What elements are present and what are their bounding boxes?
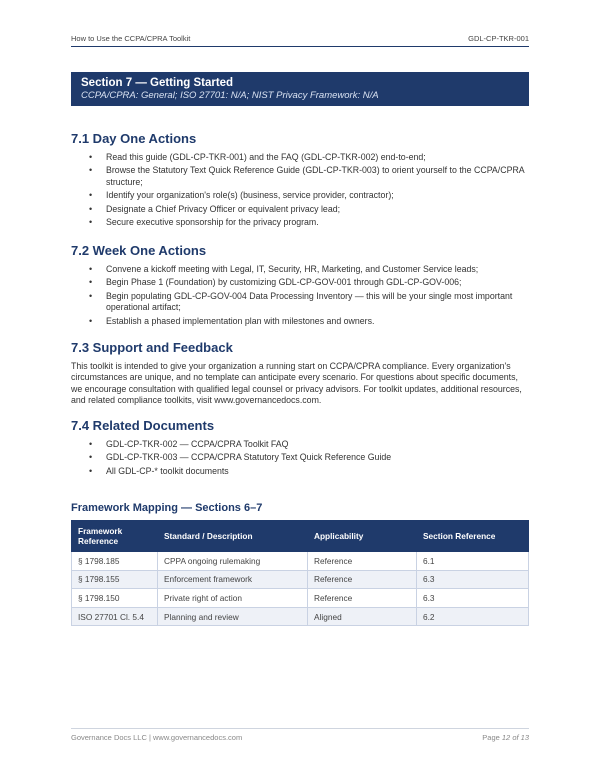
table-cell: § 1798.155 bbox=[72, 570, 158, 589]
support-paragraph: This toolkit is intended to give your organization a running start on CCPA/CPRA compliance. Every organization's circumstances are unique, and no template can anticipate every scenario. For questions about specific documents, we encourage consultation with qualified legal counsel or privacy advisors. For toolkit updates, additional resources, and related compliance toolkits, visit www.governancedocs.com. bbox=[71, 361, 522, 405]
section-framework-note: CCPA/CPRA: General; ISO 27701: N/A; NIST Privacy Framework: N/A bbox=[81, 90, 379, 101]
header-doc-title: How to Use the CCPA/CPRA Toolkit bbox=[71, 34, 191, 43]
list-item: • Establish a phased implementation plan with milestones and owners. bbox=[71, 316, 529, 327]
table-cell: Reference bbox=[308, 570, 417, 589]
table-cell: 6.2 bbox=[417, 607, 529, 626]
column-header: Framework Reference bbox=[72, 521, 158, 552]
page-label: Page bbox=[482, 733, 502, 742]
column-header: Section Reference bbox=[417, 521, 529, 552]
list-item: • Read this guide (GDL-CP-TKR-001) and the FAQ (GDL-CP-TKR-002) end-to-end; bbox=[71, 152, 529, 163]
list-related-docs bbox=[71, 439, 529, 479]
framework-mapping-table bbox=[71, 520, 529, 626]
table-cell: § 1798.185 bbox=[72, 552, 158, 571]
column-header: Standard / Description bbox=[158, 521, 308, 552]
table-header-row bbox=[72, 521, 529, 552]
list-day-one bbox=[71, 152, 529, 230]
list-item: • Browse the Statutory Text Quick Reference Guide (GDL-CP-TKR-003) to orient yourself to the CCPA/CPRA structure; bbox=[71, 165, 529, 188]
table-cell: Enforcement framework bbox=[158, 570, 308, 589]
header-doc-id: GDL-CP-TKR-001 bbox=[468, 34, 529, 43]
page-number bbox=[482, 733, 529, 742]
table-cell: CPPA ongoing rulemaking bbox=[158, 552, 308, 571]
section-banner bbox=[71, 72, 529, 106]
table-cell: ISO 27701 Cl. 5.4 bbox=[72, 607, 158, 626]
table-cell: Aligned bbox=[308, 607, 417, 626]
mapping-heading: Framework Mapping — Sections 6–7 bbox=[71, 502, 263, 514]
table-cell: Reference bbox=[308, 589, 417, 608]
footer-divider bbox=[71, 728, 529, 729]
page-header bbox=[71, 34, 529, 43]
table-row bbox=[72, 589, 529, 608]
table-cell: Reference bbox=[308, 552, 417, 571]
list-item: • Begin populating GDL-CP-GOV-004 Data Processing Inventory — this will be your single most important operational artifact; bbox=[71, 291, 529, 314]
table-cell: 6.1 bbox=[417, 552, 529, 571]
table-cell: § 1798.150 bbox=[72, 589, 158, 608]
list-item: • GDL-CP-TKR-003 — CCPA/CPRA Statutory Text Quick Reference Guide bbox=[71, 452, 529, 463]
heading-week-one: 7.2 Week One Actions bbox=[71, 243, 207, 258]
list-item: • Identify your organization's role(s) (business, service provider, contractor); bbox=[71, 190, 529, 201]
table-cell: 6.3 bbox=[417, 589, 529, 608]
heading-related-docs: 7.4 Related Documents bbox=[71, 418, 215, 433]
list-item: • GDL-CP-TKR-002 — CCPA/CPRA Toolkit FAQ bbox=[71, 439, 529, 450]
header-divider bbox=[71, 46, 529, 47]
table-cell: 6.3 bbox=[417, 570, 529, 589]
list-item: • Convene a kickoff meeting with Legal, IT, Security, HR, Marketing, and Customer Service leads; bbox=[71, 264, 529, 275]
heading-support: 7.3 Support and Feedback bbox=[71, 340, 233, 355]
list-item: • Begin Phase 1 (Foundation) by customizing GDL-CP-GOV-001 through GDL-CP-GOV-006; bbox=[71, 277, 529, 288]
page-count: 12 of 13 bbox=[501, 733, 529, 742]
column-header: Applicability bbox=[308, 521, 417, 552]
heading-day-one: 7.1 Day One Actions bbox=[71, 131, 197, 146]
list-week-one bbox=[71, 264, 529, 329]
table-row bbox=[72, 607, 529, 626]
list-item: • All GDL-CP-* toolkit documents bbox=[71, 466, 529, 477]
page-footer bbox=[71, 733, 529, 742]
table-cell: Private right of action bbox=[158, 589, 308, 608]
table-cell: Planning and review bbox=[158, 607, 308, 626]
list-item: • Secure executive sponsorship for the privacy program. bbox=[71, 217, 529, 228]
list-item: • Designate a Chief Privacy Officer or equivalent privacy lead; bbox=[71, 204, 529, 215]
section-title: Section 7 — Getting Started bbox=[81, 77, 234, 89]
table-row bbox=[72, 570, 529, 589]
footer-company: Governance Docs LLC | www.governancedocs.com bbox=[71, 733, 243, 742]
table-row bbox=[72, 552, 529, 571]
